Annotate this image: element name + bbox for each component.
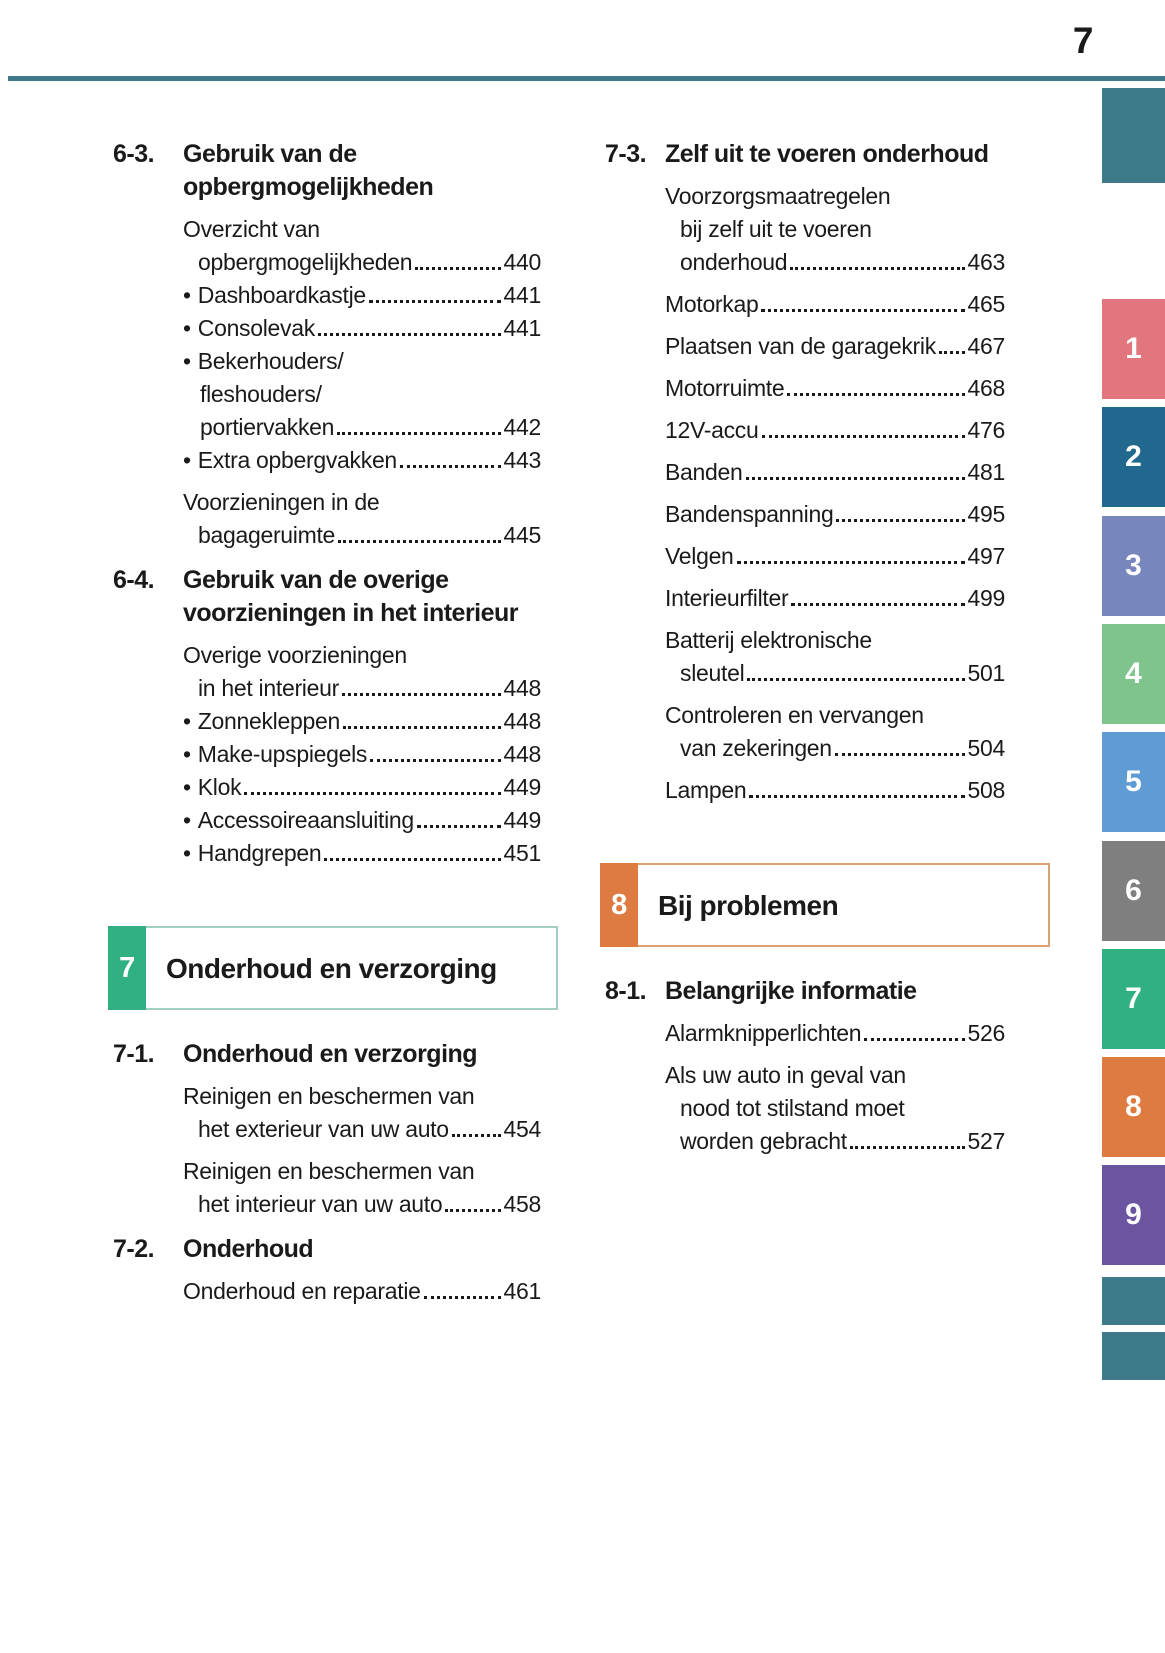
toc-entry-page: 445 [503, 522, 541, 548]
toc-entry-pageline [183, 804, 541, 837]
chapter-banner [108, 926, 558, 1010]
toc-entry-label: bagageruimte [198, 522, 336, 548]
dot-leader [337, 432, 500, 435]
chapter-tab-2 [1102, 407, 1165, 507]
toc-entry-label: Banden [665, 459, 743, 485]
chapter-tab-1 [1102, 299, 1165, 399]
toc-entry-label: Overige voorzieningen [183, 642, 407, 668]
toc-entry-line [183, 639, 541, 672]
toc-entry [113, 738, 541, 771]
toc-entry [605, 624, 1005, 690]
toc-entry [605, 288, 1005, 321]
toc-entry-label: opbergmogelijkheden [198, 249, 413, 275]
toc-entry-pageline [665, 246, 1005, 279]
toc-entry-label: Als uw auto in geval van [665, 1062, 906, 1088]
toc-entry-label: Bekerhouders/ [197, 348, 344, 374]
dot-leader [762, 435, 965, 438]
toc-section-heading [113, 564, 541, 630]
chapter-tab-label: 2 [1125, 440, 1142, 473]
section-title-line: Gebruik van de overige [183, 566, 449, 594]
toc-entry-line [665, 624, 1005, 657]
toc-entry-pageline [665, 540, 1005, 573]
toc-entry [605, 372, 1005, 405]
toc-entry-label: Reinigen en beschermen van [183, 1158, 475, 1184]
toc-entry-line [665, 213, 1005, 246]
toc-entry [113, 1155, 541, 1221]
toc-entry-page: 465 [967, 291, 1005, 317]
toc-entry-label: het interieur van uw auto [198, 1191, 443, 1217]
toc-entry-label: 12V-accu [665, 417, 759, 443]
toc-entry [605, 180, 1005, 279]
toc-entry-page: 476 [967, 417, 1005, 443]
toc-entry-label: Make-upspiegels [197, 741, 368, 767]
toc-entry-label: Alarmknipperlichten [665, 1020, 862, 1046]
toc-entry-label: Batterij elektronische [665, 627, 872, 653]
dot-leader [343, 726, 501, 729]
section-number: 6-3. [113, 140, 155, 168]
toc-entry-pageline [665, 456, 1005, 489]
toc-entry-label: Controleren en vervangen [665, 702, 924, 728]
toc-entry-label: onderhoud [680, 249, 788, 275]
toc-entry [113, 1080, 541, 1146]
toc-section-heading [113, 1233, 541, 1266]
header-rule [8, 76, 1165, 81]
toc-entry-label: Interieurfilter [665, 585, 789, 611]
toc-entry-label: Motorkap [665, 291, 759, 317]
toc-entry [605, 774, 1005, 807]
toc-entry-pageline [183, 771, 541, 804]
toc-entry-page: 499 [967, 585, 1005, 611]
chapter-tab-3 [1102, 516, 1165, 616]
dot-leader [400, 465, 501, 468]
section-number: 6-4. [113, 566, 155, 594]
toc-entry [113, 804, 541, 837]
toc-entry-pageline [183, 519, 541, 552]
toc-entry-pageline [183, 672, 541, 705]
toc-entry-pageline [183, 1113, 541, 1146]
chapter-tab-7 [1102, 949, 1165, 1049]
dot-leader [452, 1134, 501, 1137]
toc-entry-line [665, 1092, 1005, 1125]
toc-entry [605, 498, 1005, 531]
bullet-icon: • [183, 282, 191, 308]
dot-leader [424, 1296, 501, 1299]
toc-column-right [605, 138, 1005, 1158]
chapter-banner [600, 863, 1050, 947]
page-number: 7 [1072, 20, 1093, 61]
toc-entry-page: 467 [967, 333, 1005, 359]
section-title-line: Belangrijke informatie [665, 977, 917, 1005]
toc-entry-pageline [665, 498, 1005, 531]
dot-leader [939, 351, 965, 354]
toc-entry [113, 486, 541, 552]
toc-entry-label: Klok [197, 774, 242, 800]
toc-entry [113, 345, 541, 444]
toc-entry [113, 1275, 541, 1308]
toc-entry-label: Dashboardkastje [197, 282, 366, 308]
toc-entry-line [665, 1059, 1005, 1092]
toc-entry-label: Voorzieningen in de [183, 489, 380, 515]
toc-entry-label: nood tot stilstand moet [680, 1095, 905, 1121]
toc-entry [605, 414, 1005, 447]
dot-leader [415, 267, 500, 270]
toc-entry [605, 1017, 1005, 1050]
toc-entry-pageline [665, 372, 1005, 405]
toc-entry [605, 1059, 1005, 1158]
toc-entry-label: het exterieur van uw auto [198, 1116, 449, 1142]
toc-entry-page: 508 [967, 777, 1005, 803]
toc-entry-page: 442 [503, 414, 541, 440]
toc-entry-pageline [183, 738, 541, 771]
toc-entry [113, 639, 541, 705]
section-title [665, 975, 1005, 1008]
chapter-tab-label: 6 [1125, 874, 1142, 907]
toc-entry-page: 461 [503, 1278, 541, 1304]
dot-leader [318, 333, 501, 336]
toc-entry-line [665, 180, 1005, 213]
chapter-tab-label: 3 [1125, 549, 1142, 582]
chapter-tab-label: 9 [1125, 1198, 1142, 1231]
dot-leader [342, 693, 501, 696]
bullet-icon: • [183, 348, 191, 374]
toc-entry-pageline [665, 330, 1005, 363]
toc-entry-label: Zonnekleppen [197, 708, 340, 734]
dot-leader [370, 759, 500, 762]
dot-leader [324, 858, 500, 861]
chapter-tab-label: 1 [1125, 332, 1142, 365]
section-title [183, 1038, 541, 1071]
dot-leader [747, 678, 964, 681]
chapter-number-chip: 7 [108, 926, 146, 1010]
toc-entry-line [665, 699, 1005, 732]
toc-entry-page: 527 [967, 1128, 1005, 1154]
toc-entry-page: 481 [967, 459, 1005, 485]
toc-entry-label: fleshouders/ [200, 381, 322, 407]
section-title-line: opbergmogelijkheden [183, 173, 434, 201]
toc-entry-label: bij zelf uit te voeren [680, 216, 872, 242]
toc-entry-page: 443 [503, 447, 541, 473]
toc-entry-line [183, 213, 541, 246]
toc-entry [113, 705, 541, 738]
chapter-number-chip: 8 [600, 863, 638, 947]
chapter-title: Onderhoud en verzorging [166, 952, 497, 984]
toc-entry-pageline [183, 837, 541, 870]
toc-entry-label: Consolevak [197, 315, 315, 341]
chapter-tab-4 [1102, 624, 1165, 724]
toc-entry-label: Handgrepen [197, 840, 322, 866]
toc-entry-label: Reinigen en beschermen van [183, 1083, 475, 1109]
toc-entry-pageline [183, 312, 541, 345]
toc-entry-label: portiervakken [200, 414, 335, 440]
toc-entry-page: 451 [503, 840, 541, 866]
toc-column-left [113, 138, 541, 1308]
toc-entry-pageline [665, 732, 1005, 765]
chapter-tab-label: 7 [1125, 982, 1142, 1015]
dot-leader [749, 795, 964, 798]
section-title-line: Zelf uit te voeren onderhoud [665, 140, 989, 168]
toc-entry-pageline [665, 1017, 1005, 1050]
toc-entry-label: van zekeringen [680, 735, 832, 761]
sidebar-chapter-tabs [1102, 0, 1165, 1653]
toc-entry-line [183, 486, 541, 519]
dot-leader [761, 309, 964, 312]
chapter-tab-label: 8 [1125, 1090, 1142, 1123]
toc-entry [113, 312, 541, 345]
chapter-tab-5 [1102, 732, 1165, 832]
chapter-tab-label: 5 [1125, 765, 1142, 798]
toc-entry-page: 458 [503, 1191, 541, 1217]
toc-entry-label: Overzicht van [183, 216, 320, 242]
toc-entry-page: 448 [503, 708, 541, 734]
toc-entry-pageline [183, 246, 541, 279]
toc-entry-page: 454 [503, 1116, 541, 1142]
bullet-icon: • [183, 774, 191, 800]
chapter-tab-9 [1102, 1165, 1165, 1265]
toc-entry-pageline [183, 411, 541, 444]
section-title-line: Onderhoud en verzorging [183, 1040, 478, 1068]
bullet-icon: • [183, 741, 191, 767]
dot-leader [864, 1038, 964, 1041]
toc-entry-page: 449 [503, 774, 541, 800]
toc-entry-page: 495 [967, 501, 1005, 527]
toc-entry-page: 501 [967, 660, 1005, 686]
bullet-icon: • [183, 447, 191, 473]
toc-entry-label: sleutel [680, 660, 745, 686]
toc-entry-line [183, 378, 541, 411]
toc-entry-label: Lampen [665, 777, 747, 803]
toc-entry-pageline [665, 582, 1005, 615]
dot-leader [787, 393, 964, 396]
toc-entry-label: Accessoireaansluiting [197, 807, 414, 833]
toc-entry-pageline [183, 705, 541, 738]
toc-entry [113, 837, 541, 870]
toc-entry-pageline [665, 774, 1005, 807]
toc-entry-pageline [665, 288, 1005, 321]
toc-entry-pageline [183, 279, 541, 312]
toc-entry-pageline [183, 444, 541, 477]
toc-entry-pageline [665, 657, 1005, 690]
chapter-title: Bij problemen [658, 889, 839, 921]
dot-leader [737, 561, 965, 564]
toc-entry-line [183, 345, 541, 378]
toc-entry-page: 441 [503, 282, 541, 308]
section-number: 7-1. [113, 1040, 155, 1068]
toc-entry [605, 456, 1005, 489]
chapter-tab-blank [1102, 1332, 1165, 1380]
toc-entry [113, 279, 541, 312]
dot-leader [836, 519, 964, 522]
toc-entry [605, 699, 1005, 765]
toc-entry-page: 497 [967, 543, 1005, 569]
toc-entry [605, 540, 1005, 573]
toc-entry-page: 448 [503, 675, 541, 701]
toc-entry [113, 213, 541, 279]
bullet-icon: • [183, 807, 191, 833]
toc-entry [605, 330, 1005, 363]
section-title [183, 564, 541, 630]
toc-entry-line [183, 1155, 541, 1188]
section-title-line: voorzieningen in het interieur [183, 599, 519, 627]
toc-entry-pageline [665, 414, 1005, 447]
dot-leader [369, 300, 501, 303]
toc-entry-page: 504 [967, 735, 1005, 761]
dot-leader [835, 753, 965, 756]
toc-entry-pageline [183, 1188, 541, 1221]
dot-leader [244, 792, 500, 795]
toc-entry-page: 526 [967, 1020, 1005, 1046]
toc-entry [113, 771, 541, 804]
toc-section-heading [113, 138, 541, 204]
chapter-tab-6 [1102, 841, 1165, 941]
toc-entry-label: in het interieur [198, 675, 339, 701]
bullet-icon: • [183, 840, 191, 866]
dot-leader [790, 267, 964, 270]
section-title-line: Onderhoud [183, 1235, 314, 1263]
toc-entry-page: 441 [503, 315, 541, 341]
dot-leader [417, 825, 501, 828]
dot-leader [746, 477, 965, 480]
dot-leader [338, 540, 500, 543]
toc-section-heading [605, 975, 1005, 1008]
toc-entry-label: worden gebracht [680, 1128, 847, 1154]
chapter-tab-8 [1102, 1057, 1165, 1157]
section-number: 8-1. [605, 977, 647, 1005]
toc-section-heading [113, 1038, 541, 1071]
toc-entry-page: 468 [967, 375, 1005, 401]
toc-entry-line [183, 1080, 541, 1113]
toc-entry [605, 582, 1005, 615]
section-title [665, 138, 1005, 171]
toc-entry-page: 448 [503, 741, 541, 767]
toc-entry-label: Velgen [665, 543, 734, 569]
toc-entry-label: Onderhoud en reparatie [183, 1278, 421, 1304]
toc-entry-page: 440 [503, 249, 541, 275]
chapter-tab-blank [1102, 88, 1165, 183]
section-number: 7-3. [605, 140, 647, 168]
toc-entry-label: Plaatsen van de garagekrik [665, 333, 936, 359]
toc-entry-label: Voorzorgsmaatregelen [665, 183, 891, 209]
dot-leader [850, 1146, 965, 1149]
toc-entry-pageline [183, 1275, 541, 1308]
toc-entry-pageline [665, 1125, 1005, 1158]
dot-leader [445, 1209, 500, 1212]
section-title-line: Gebruik van de [183, 140, 357, 168]
chapter-tab-label: 4 [1125, 657, 1142, 690]
bullet-icon: • [183, 708, 191, 734]
dot-leader [791, 603, 964, 606]
section-title [183, 138, 541, 204]
toc-section-heading [605, 138, 1005, 171]
section-number: 7-2. [113, 1235, 155, 1263]
toc-entry-label: Extra opbergvakken [197, 447, 397, 473]
toc-entry-label: Bandenspanning [665, 501, 834, 527]
chapter-tab-blank [1102, 1277, 1165, 1325]
section-title [183, 1233, 541, 1266]
toc-entry [113, 444, 541, 477]
bullet-icon: • [183, 315, 191, 341]
toc-entry-label: Motorruimte [665, 375, 785, 401]
toc-entry-page: 463 [967, 249, 1005, 275]
toc-entry-page: 449 [503, 807, 541, 833]
